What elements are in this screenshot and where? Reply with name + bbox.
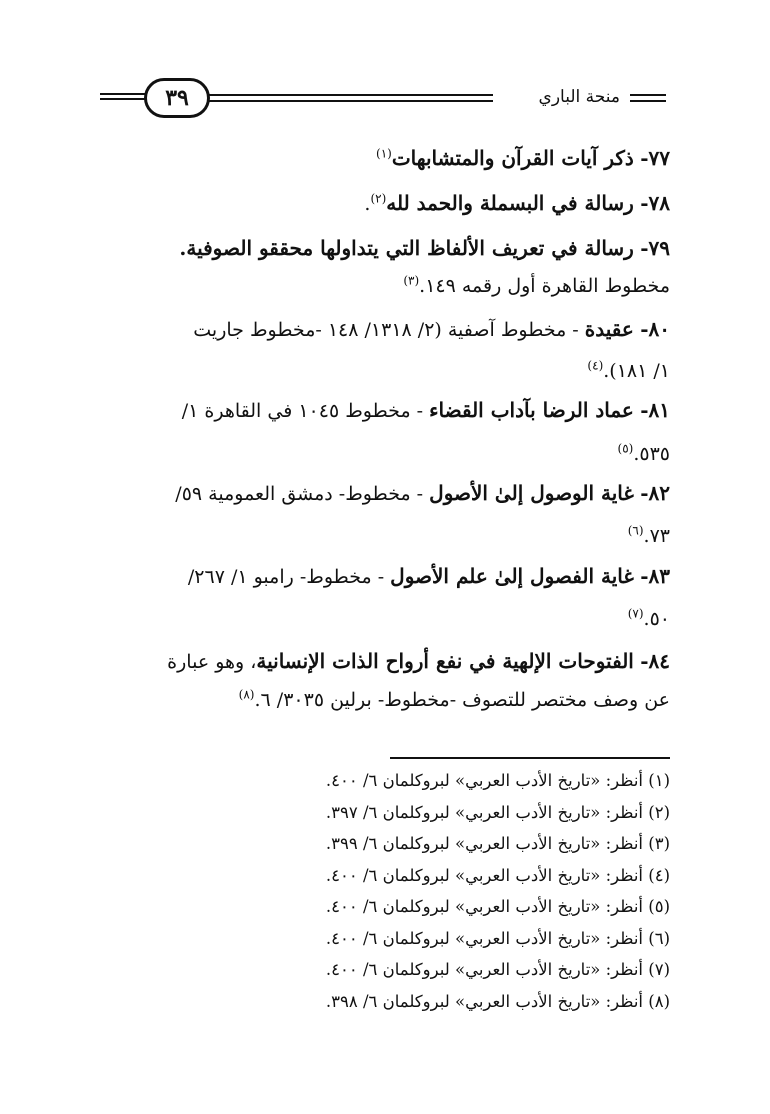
entry-line [98, 512, 670, 559]
entry-number: ٨٣- [640, 564, 670, 588]
footnote-ref: (١) [376, 146, 392, 161]
entry-detail: ٥٠. [643, 608, 670, 630]
footnote-ref: (٦) [627, 523, 644, 538]
entry-line [98, 470, 670, 517]
page-number [144, 78, 210, 118]
entry-detail: ٥٣٥. [633, 443, 670, 465]
entry-detail: - مخطوط- دمشق العمومية ٥٩/ [175, 483, 430, 505]
footnote: (٧) أنظر: «تاريخ الأدب العربي» لبروكلمان ٦/ ٤٠٠. [325, 960, 670, 979]
footnote: (٥) أنظر: «تاريخ الأدب العربي» لبروكلمان ٦/ ٤٠٠. [325, 897, 670, 916]
entry-number: ٨٤- [640, 649, 670, 673]
footnote: (١) أنظر: «تاريخ الأدب العربي» لبروكلمان ٦/ ٤٠٠. [325, 771, 670, 790]
footnote: (٦) أنظر: «تاريخ الأدب العربي» لبروكلمان ٦/ ٤٠٠. [325, 928, 670, 948]
entry-detail: عن وصف مختصر للتصوف -مخطوط- برلين ٣٠٣٥/ ٦. [254, 689, 670, 711]
entry-number: ٧٩- [640, 236, 670, 260]
entry-title: عماد الرضا بآداب القضاء [429, 398, 634, 422]
entry-detail: ، وهو عبارة [167, 651, 257, 673]
entry-number: ٨٠- [640, 317, 670, 341]
entry-detail: ١/ ١٨١). [603, 360, 670, 382]
footnote-ref: (٨) [238, 687, 255, 702]
entry-end: . [364, 193, 371, 215]
entry-line [98, 553, 670, 600]
entry-number: ٨١- [640, 398, 670, 422]
footnote-ref: (٣) [403, 273, 420, 288]
entry-line [98, 180, 670, 227]
entry-title: رسالة في البسملة والحمد لله [386, 191, 634, 215]
header-rule-left-bottom [100, 98, 148, 100]
footnote: (٢) أنظر: «تاريخ الأدب العربي» لبروكلمان ٦/ ٣٩٧. [325, 802, 670, 822]
entry-title: غاية الفصول إلىٰ علم الأصول [390, 564, 634, 588]
entry-line [98, 387, 670, 434]
header-rule-left-top [100, 93, 148, 95]
entry-title: عقيدة [584, 317, 634, 341]
entry-title: الفتوحات الإلهية في نفع أرواح الذات الإنسانية [256, 649, 634, 673]
footnote-ref: (٤) [587, 358, 604, 373]
entry-number: ٨٢- [640, 481, 670, 505]
footnote-ref: (٥) [617, 441, 634, 456]
entry-title: رسالة في تعريف الألفاظ التي يتداولها محققو الصوفية. [179, 236, 634, 260]
header-rule-right-top [630, 94, 666, 96]
header-rule-right-bottom [630, 100, 666, 102]
entry-detail: ٧٣. [643, 525, 670, 547]
footnote-divider [390, 757, 670, 759]
footnote: (٤) أنظر: «تاريخ الأدب العربي» لبروكلمان ٦/ ٤٠٠. [325, 865, 670, 885]
entry-title: ذكر آيات القرآن والمتشابهات [391, 146, 634, 170]
footnote-ref: (٢) [370, 191, 387, 206]
entry-line [98, 676, 670, 723]
footnote-ref: (٧) [627, 606, 644, 621]
entry-number: ٧٧- [640, 146, 670, 170]
header-rule-middle-top [208, 94, 493, 96]
page-header [0, 0, 770, 130]
footnotes-list [250, 765, 670, 1017]
entry-line [98, 262, 670, 309]
entry-line [98, 135, 670, 182]
footnote: (٨) أنظر: «تاريخ الأدب العربي» لبروكلمان ٦/ ٣٩٨. [325, 991, 670, 1011]
header-rule-middle-bottom [208, 100, 493, 102]
entry-detail: - مخطوط آصفية (٢/ ١٣١٨/ ١٤٨ -مخطوط جاريت [193, 319, 585, 341]
entry-number: ٧٨- [640, 191, 670, 215]
footnote: (٣) أنظر: «تاريخ الأدب العربي» لبروكلمان ٦/ ٣٩٩. [325, 834, 670, 853]
entry-line [98, 595, 670, 642]
entry-line [98, 306, 670, 353]
entry-detail: مخطوط القاهرة أول رقمه ١٤٩. [419, 275, 670, 297]
page-number-text: ٣٩ [165, 85, 189, 111]
entry-title: غاية الوصول إلىٰ الأصول [429, 481, 634, 505]
entry-detail: - مخطوط ١٠٤٥ في القاهرة ١/ [181, 400, 430, 422]
entry-detail: - مخطوط- رامبو ١/ ٢٦٧/ [187, 566, 391, 588]
running-title: منحة الباري [538, 87, 620, 107]
